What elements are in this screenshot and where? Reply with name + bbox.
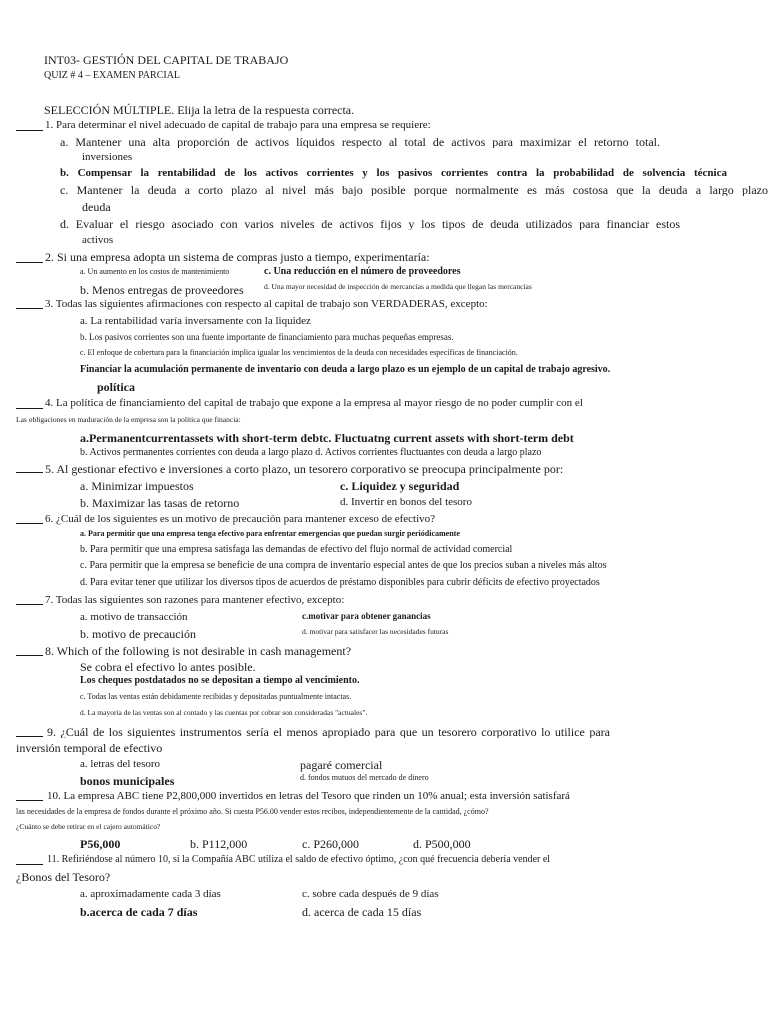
q3-option-d: Financiar la acumulación permanente de inventario con deuda a largo plazo es un ejemplo de un capital de trabajo agresivo. [80, 364, 611, 375]
q6-option-b: b. Para permitir que una empresa satisfaga las demandas de efectivo del flujo normal de actividad comercial [80, 544, 513, 555]
answer-blank-11[interactable] [16, 864, 43, 865]
answer-blank-2[interactable] [16, 262, 43, 263]
question-11-stem-cont: ¿Bonos del Tesoro? [16, 870, 111, 884]
course-title: INT03- GESTIÓN DEL CAPITAL DE TRABAJO [44, 53, 289, 67]
q3-option-c: c. El enfoque de cobertura para la financiación implica igualar los vencimientos de la deuda con necesidades específicas de financiación. [80, 348, 518, 357]
q8-option-c: c. Todas las ventas están debidamente recibidas y depositadas puntualmente intactas. [80, 692, 352, 701]
q7-option-b: b. motivo de precaución [80, 627, 196, 641]
q1-option-d: d. Evaluar el riesgo asociado con varios niveles de activos fijos y los tipos de deuda utilizados para financiar estos [60, 218, 680, 230]
answer-blank-8[interactable] [16, 655, 43, 656]
q10-option-b: b. P112,000 [190, 837, 248, 851]
q1-option-c: c. Mantener la deuda a corto plazo al nivel más bajo posible porque normalmente es más costosa que la deuda a largo plazo [60, 184, 768, 196]
q10-option-c: c. P260,000 [302, 837, 359, 851]
quiz-title: QUIZ # 4 – EXAMEN PARCIAL [44, 70, 181, 81]
q1-option-c-cont: deuda [82, 200, 111, 214]
q3-option-b: b. Los pasivos corrientes son una fuente importante de financiamiento para muchas pequeñas empresas. [80, 332, 454, 342]
q2-option-b: b. Menos entregas de proveedores [80, 283, 244, 297]
q2-option-c: c. Una reducción en el número de proveedores [264, 266, 461, 277]
q7-option-a: a. motivo de transacción [80, 611, 188, 623]
question-10-stem: 10. La empresa ABC tiene P2,800,000 invertidos en letras del Tesoro que rinden un 10% anual; esta inversión satisfará [47, 790, 570, 802]
question-8-stem: 8. Which of the following is not desirable in cash management? [45, 644, 352, 658]
q2-option-d: d. Una mayor necesidad de inspección de mercancías a medida que llegan las mercancías [264, 282, 532, 291]
q4-options-a-c: a.Permanentcurrentassets with short-term debtc. Fluctuatng current assets with short-term debt [80, 431, 574, 445]
question-10-stem-cont-2: ¿Cuánto se debe retirar en el cajero automático? [16, 822, 161, 831]
answer-blank-9[interactable] [16, 736, 43, 737]
q11-option-d: d. acerca de cada 15 días [302, 905, 422, 919]
q3-option-d-cont: política [97, 380, 135, 394]
q7-option-d: d. motivar para satisfacer las necesidades futuras [302, 627, 449, 636]
q1-option-d-cont: activos [82, 234, 114, 246]
q9-option-a: a. letras del tesoro [80, 758, 161, 770]
answer-blank-10[interactable] [16, 800, 43, 801]
q5-option-c: c. Liquidez y seguridad [340, 479, 460, 493]
question-3-stem: 3. Todas las siguientes afirmaciones con respecto al capital de trabajo son VERDADERAS, excepto: [45, 298, 488, 310]
question-9-stem: 9. ¿Cuál de los siguientes instrumentos sería el menos apropiado para que un tesorero corporativo lo utilice para [47, 726, 610, 738]
question-11-stem: 11. Refiriéndose al número 10, si la Compañía ABC utiliza el saldo de efectivo óptimo, ¿con qué frecuencia debería vender el [47, 854, 551, 865]
instructions: SELECCIÓN MÚLTIPLE. Elija la letra de la respuesta correcta. [44, 103, 355, 117]
answer-blank-6[interactable] [16, 523, 43, 524]
q9-option-d: d. fondos mutuos del mercado de dinero [300, 773, 429, 782]
q7-option-c: c.motivar para obtener ganancias [302, 611, 431, 621]
answer-blank-1[interactable] [16, 130, 43, 131]
q5-option-b: b. Maximizar las tasas de retorno [80, 496, 240, 510]
question-1-stem: 1. Para determinar el nivel adecuado de capital de trabajo para una empresa se requiere: [45, 119, 431, 131]
q5-option-a: a. Minimizar impuestos [80, 479, 194, 493]
q5-option-d: d. Invertir en bonos del tesoro [340, 496, 472, 508]
answer-blank-7[interactable] [16, 604, 43, 605]
q11-option-b: b.acerca de cada 7 días [80, 905, 198, 919]
answer-blank-5[interactable] [16, 472, 43, 473]
q8-option-b: Los cheques postdatados no se depositan a tiempo al vencimiento. [80, 675, 360, 686]
q6-option-a: a. Para permitir que una empresa tenga efectivo para enfrentar emergencias que puedan surgir periódicamente [80, 529, 460, 538]
question-4-stem: 4. La política de financiamiento del capital de trabajo que expone a la empresa al mayor riesgo de no poder cumplir con el [45, 397, 583, 409]
q1-option-a-cont: inversiones [82, 151, 133, 163]
question-5-stem: 5. Al gestionar efectivo e inversiones a corto plazo, un tesorero corporativo se preocupa principalmente por: [45, 462, 564, 476]
q1-option-a: a. Mantener una alta proporción de activos líquidos respecto al total de activos para maximizar el retorno total. [60, 136, 660, 148]
question-4-stem-cont: Las obligaciones en maduración de la empresa son la política que financia: [16, 415, 241, 424]
question-2-stem: 2. Si una empresa adopta un sistema de compras justo a tiempo, experimentaría: [45, 250, 430, 264]
q10-option-d: d. P500,000 [413, 837, 471, 851]
q11-option-a: a. aproximadamente cada 3 días [80, 888, 221, 900]
q1-option-b: b. Compensar la rentabilidad de los activos corrientes y los pasivos corrientes contra la probabilidad de solvencia técnica [60, 168, 727, 179]
q8-option-a: Se cobra el efectivo lo antes posible. [80, 660, 256, 674]
answer-blank-4[interactable] [16, 408, 43, 409]
q9-option-c: pagaré comercial [300, 758, 383, 772]
question-9-stem-cont: inversión temporal de efectivo [16, 741, 163, 755]
q4-options-b-d: b. Activos permanentes corrientes con deuda a largo plazo d. Activos corrientes fluctuantes con deuda a largo plazo [80, 447, 542, 458]
q10-option-a: P56,000 [80, 837, 121, 851]
question-7-stem: 7. Todas las siguientes son razones para mantener efectivo, excepto: [45, 594, 345, 606]
q9-option-b: bonos municipales [80, 774, 175, 788]
q11-option-c: c. sobre cada después de 9 días [302, 888, 439, 900]
q8-option-d: d. La mayoría de las ventas son al contado y las cuentas por cobrar son consideradas "actuales". [80, 708, 368, 717]
q6-option-c: c. Para permitir que la empresa se beneficie de una compra de inventario especial antes de que los precios suban a niveles más altos [80, 560, 607, 571]
question-6-stem: 6. ¿Cuál de los siguientes es un motivo de precaución para mantener exceso de efectivo? [45, 513, 436, 525]
answer-blank-3[interactable] [16, 308, 43, 309]
q2-option-a: a. Un aumento en los costos de mantenimiento [80, 267, 230, 276]
q3-option-a: a. La rentabilidad varía inversamente con la liquidez [80, 315, 311, 327]
q6-option-d: d. Para evitar tener que utilizar los diversos tipos de acuerdos de préstamo disponibles para cubrir déficits de efectivo proyectados [80, 577, 600, 588]
question-10-stem-cont: las necesidades de la empresa de fondos durante el próximo año. Si cuesta P56.00 vender estos recibos, independientemente de la cantidad, ¿cómo? [16, 807, 489, 816]
